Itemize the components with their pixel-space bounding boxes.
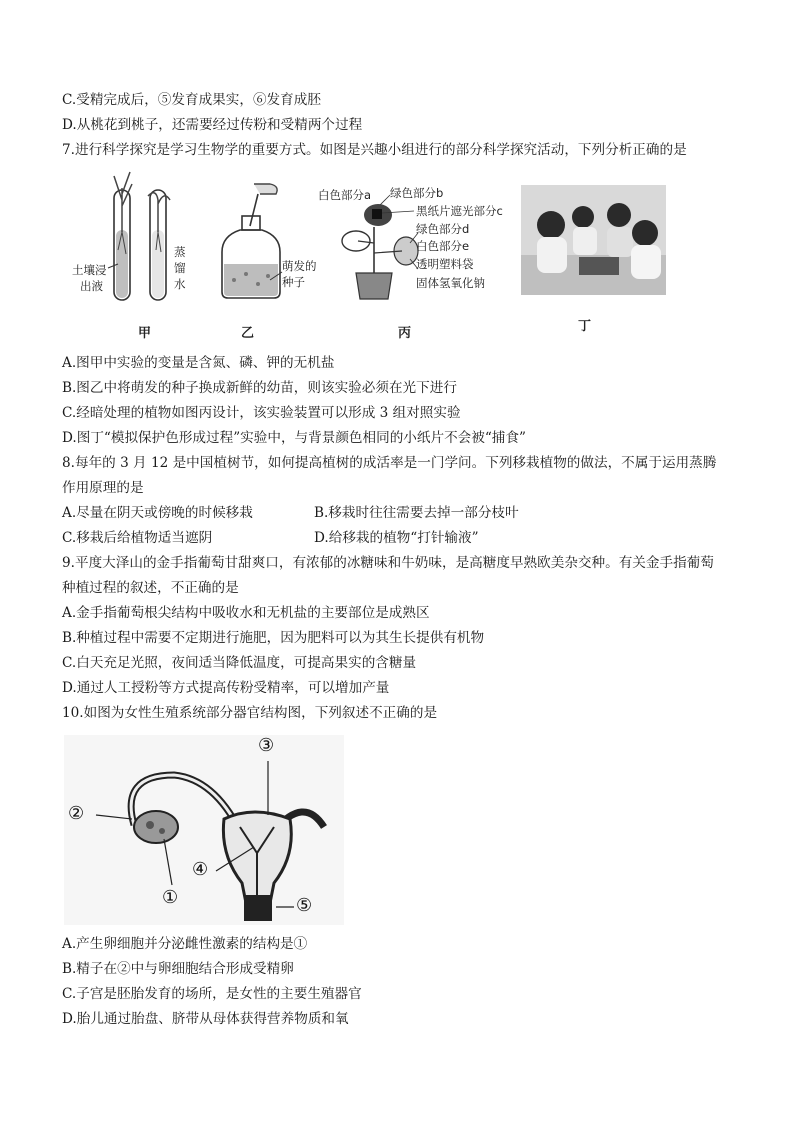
q7-figure-yi bbox=[210, 180, 320, 305]
students-photo bbox=[521, 185, 666, 295]
q9-stem-line2: 种植过程的叙述，不正确的是 bbox=[62, 580, 239, 596]
q9-option-d: D.通过人工授粉等方式提高传粉受精率，可以增加产量 bbox=[62, 680, 390, 696]
label-plastic-bag: 透明塑料袋 bbox=[416, 257, 474, 271]
caption-bing: 丙 bbox=[398, 326, 412, 341]
label-black-paper-c: 黑纸片遮光部分c bbox=[416, 204, 503, 218]
q9-stem-line1: 9.平度大泽山的金手指葡萄甘甜爽口，有浓郁的冰糖味和牛奶味，是高糖度早熟欧美杂交种。有关金手指葡萄 bbox=[62, 555, 714, 571]
label-naoh: 固体氢氧化钠 bbox=[416, 276, 485, 290]
q7-figure-ding bbox=[521, 185, 666, 295]
label-distilled-3: 水 bbox=[174, 277, 186, 291]
q10-figure-reproductive-system bbox=[64, 735, 344, 925]
q10-option-a: A.产生卵细胞并分泌雌性激素的结构是① bbox=[62, 936, 308, 952]
label-white-a: 白色部分a bbox=[318, 188, 372, 202]
q9-option-c: C.白天充足光照，夜间适当降低温度，可提高果实的含糖量 bbox=[62, 655, 417, 671]
q10-option-b: B.精子在②中与卵细胞结合形成受精卵 bbox=[62, 961, 294, 977]
q9-option-a: A.金手指葡萄根尖结构中吸收水和无机盐的主要部位是成熟区 bbox=[62, 605, 430, 621]
q7-option-d: D.图丁“模拟保护色形成过程”实验中，与背景颜色相同的小纸片不会被“捕食” bbox=[62, 430, 526, 446]
q10-option-c: C.子宫是胚胎发育的场所，是女性的主要生殖器官 bbox=[62, 986, 362, 1002]
q7-figure-jia bbox=[70, 170, 200, 305]
marker-2: ② bbox=[68, 803, 85, 824]
marker-3: ③ bbox=[258, 735, 275, 756]
marker-4: ④ bbox=[192, 859, 209, 880]
q8-option-c: C.移栽后给植物适当遮阴 bbox=[62, 530, 213, 546]
marker-1: ① bbox=[162, 887, 179, 908]
label-green-b: 绿色部分b bbox=[390, 186, 444, 200]
caption-yi: 乙 bbox=[241, 326, 255, 341]
q6-option-c: C.受精完成后，⑤发育成果实，⑥发育成胚 bbox=[62, 92, 321, 108]
caption-jia: 甲 bbox=[138, 326, 152, 341]
q7-option-b: B.图乙中将萌发的种子换成新鲜的幼苗，则该实验必须在光下进行 bbox=[62, 380, 457, 396]
label-soil-extract-2: 出液 bbox=[80, 279, 103, 293]
label-seeds: 种子 bbox=[282, 275, 305, 289]
marker-5: ⑤ bbox=[296, 895, 313, 916]
q8-option-a: A.尽量在阴天或傍晚的时候移栽 bbox=[62, 505, 253, 521]
q6-option-d: D.从桃花到桃子，还需要经过传粉和受精两个过程 bbox=[62, 117, 363, 133]
caption-ding: 丁 bbox=[578, 319, 592, 334]
q8-option-b: B.移栽时往往需要去掉一部分枝叶 bbox=[314, 505, 519, 521]
label-soil-extract: 土壤浸 bbox=[72, 263, 107, 277]
q7-figure-bing bbox=[318, 183, 518, 308]
label-distilled-2: 馏 bbox=[174, 261, 186, 275]
label-germinating: 萌发的 bbox=[282, 259, 317, 273]
q10-stem: 10.如图为女性生殖系统部分器官结构图，下列叙述不正确的是 bbox=[62, 705, 438, 721]
q8-stem-line2: 作用原理的是 bbox=[62, 480, 144, 496]
q7-option-a: A.图甲中实验的变量是含氮、磷、钾的无机盐 bbox=[62, 355, 335, 371]
label-white-e: 白色部分e bbox=[416, 239, 470, 253]
q8-stem-line1: 8.每年的 3 月 12 是中国植树节，如何提高植树的成活率是一门学问。下列移栽植物的做法，不属于运用蒸腾 bbox=[62, 455, 717, 471]
label-distilled-1: 蒸 bbox=[174, 245, 186, 259]
q7-stem: 7.进行科学探究是学习生物学的重要方式。如图是兴趣小组进行的部分科学探究活动，下列分析正确的是 bbox=[62, 142, 687, 158]
q8-option-d: D.给移栽的植物“打针输液” bbox=[314, 530, 479, 546]
q7-option-c: C.经暗处理的植物如图丙设计，该实验装置可以形成 3 组对照实验 bbox=[62, 405, 461, 421]
q10-option-d: D.胎儿通过胎盘、脐带从母体获得营养物质和氧 bbox=[62, 1011, 349, 1027]
label-green-d: 绿色部分d bbox=[416, 222, 470, 236]
q9-option-b: B.种植过程中需要不定期进行施肥，因为肥料可以为其生长提供有机物 bbox=[62, 630, 485, 646]
